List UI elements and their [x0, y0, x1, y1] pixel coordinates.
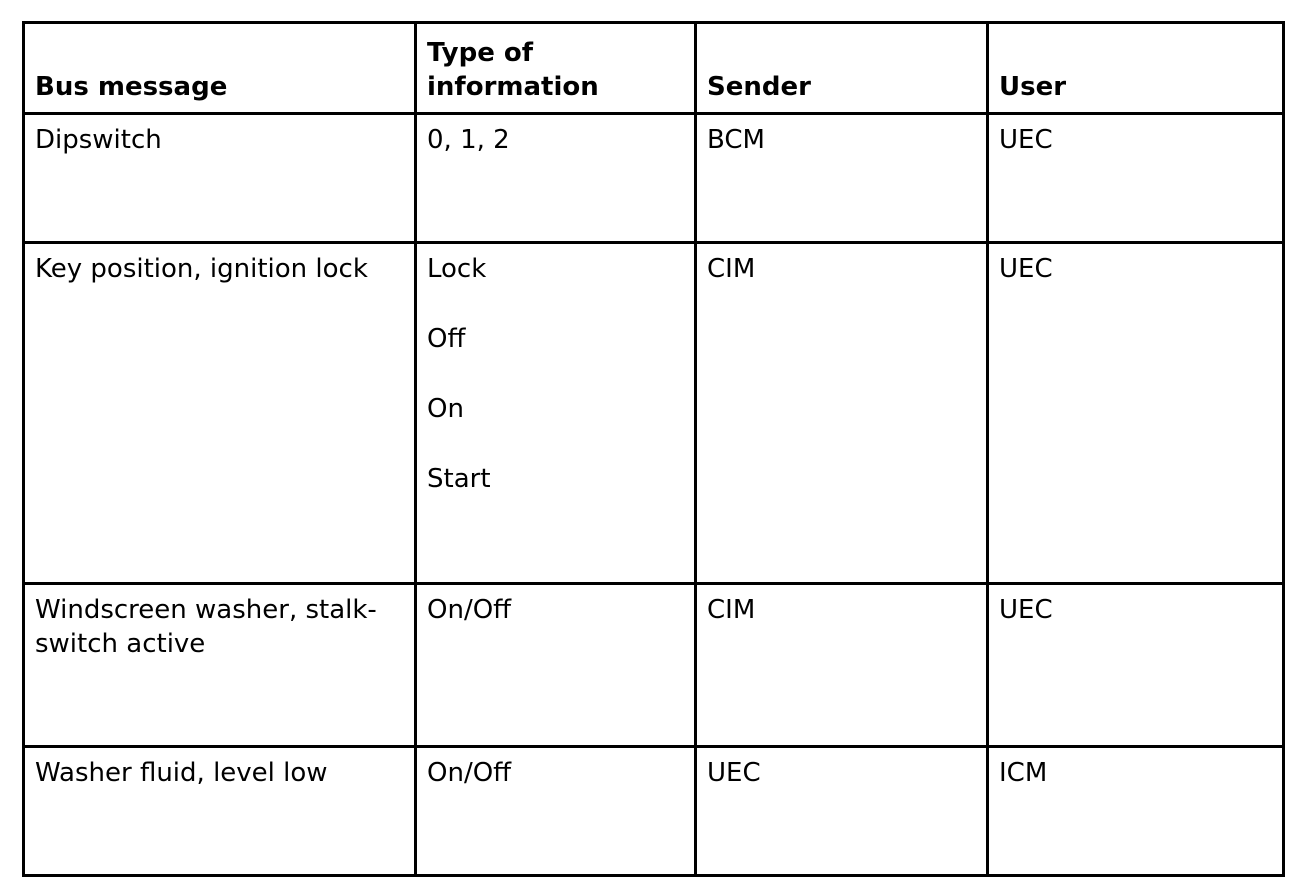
info-value: Lock: [427, 254, 487, 284]
cell-sender: BCM: [696, 114, 988, 243]
table-row: [24, 114, 1284, 243]
table-row: [24, 584, 1284, 747]
cell-bus-message: Windscreen washer, stalk-switch active: [24, 584, 416, 747]
header-sender: Sender: [696, 23, 988, 114]
cell-user: UEC: [988, 114, 1284, 243]
table-row: [24, 243, 1284, 584]
cell-type-of-information: [416, 114, 696, 243]
info-value: On: [427, 394, 464, 424]
cell-bus-message: Dipswitch: [24, 114, 416, 243]
cell-user: UEC: [988, 243, 1284, 584]
cell-user: UEC: [988, 584, 1284, 747]
cell-sender: CIM: [696, 584, 988, 747]
info-value: Start: [427, 464, 491, 494]
bus-message-table: [22, 21, 1285, 877]
info-value: On/Off: [427, 595, 512, 625]
cell-sender: UEC: [696, 747, 988, 876]
info-value: 0, 1, 2: [427, 125, 510, 155]
cell-type-of-information: [416, 584, 696, 747]
cell-type-of-information: [416, 243, 696, 584]
cell-type-of-information: [416, 747, 696, 876]
cell-bus-message: Key position, ignition lock: [24, 243, 416, 584]
table-row: [24, 747, 1284, 876]
table-header-row: [24, 23, 1284, 114]
info-value: On/Off: [427, 758, 512, 788]
header-user: User: [988, 23, 1284, 114]
header-type-of-information: Type of information: [416, 23, 696, 114]
header-bus-message: Bus message: [24, 23, 416, 114]
cell-sender: CIM: [696, 243, 988, 584]
cell-user: ICM: [988, 747, 1284, 876]
cell-bus-message: Washer fluid, level low: [24, 747, 416, 876]
info-value: Off: [427, 324, 466, 354]
